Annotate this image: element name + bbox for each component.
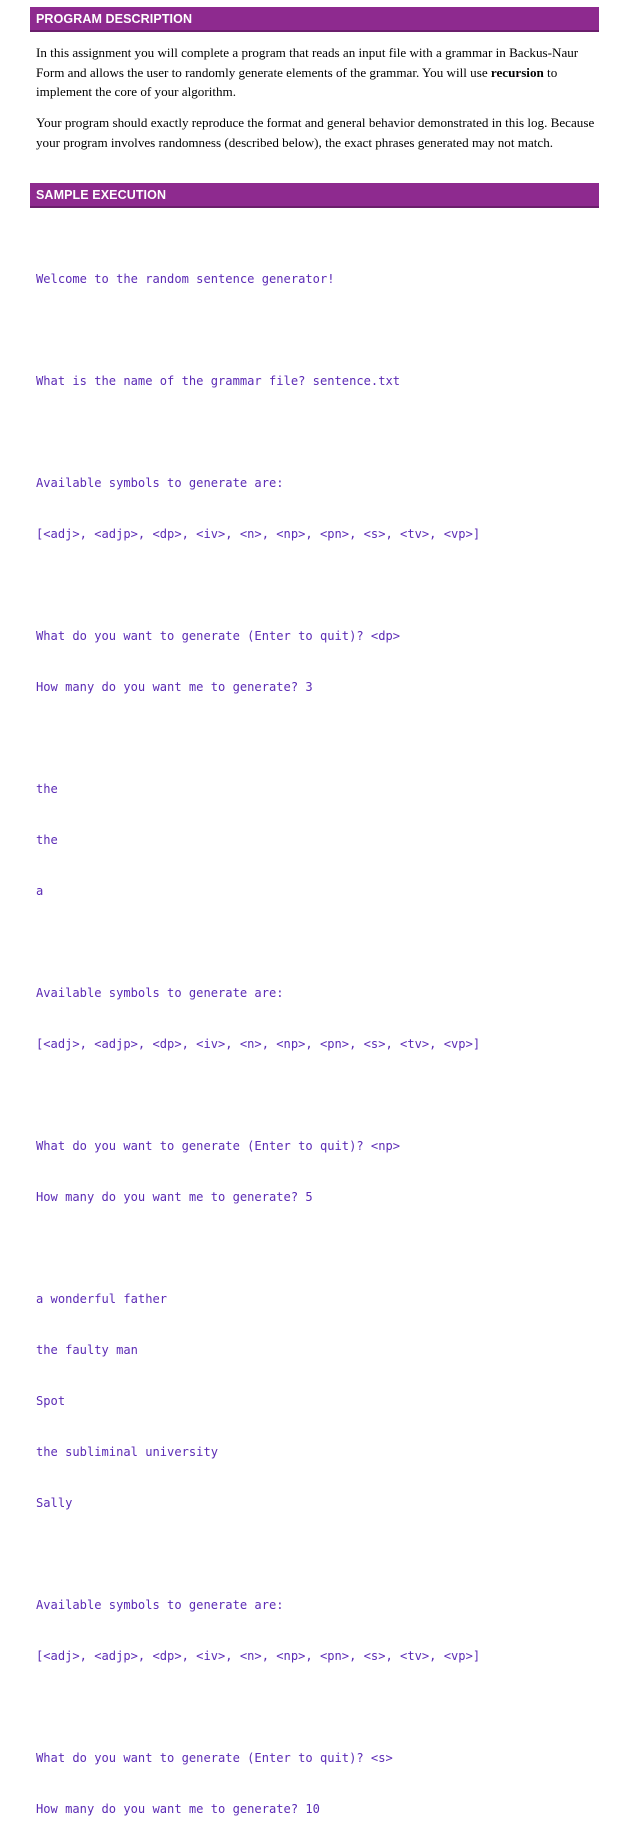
log-line: the faulty man: [36, 1343, 138, 1357]
log-line: the: [36, 833, 58, 847]
log-line: What is the name of the grammar file? sentence.txt: [36, 374, 401, 388]
log-line: Available symbols to generate are:: [36, 476, 284, 490]
log-line: [36, 1546, 480, 1563]
log-line: [<adj>, <adjp>, <dp>, <iv>, <n>, <np>, <pn>, <s>, <tv>, <vp>]: [36, 1037, 481, 1051]
sample-execution-title: SAMPLE EXECUTION: [36, 188, 167, 202]
log-line: [36, 1087, 480, 1104]
log-line: How many do you want me to generate? 3: [36, 680, 313, 694]
log-line: the subliminal university: [36, 1445, 219, 1459]
log-line: How many do you want me to generate? 10: [36, 1802, 320, 1816]
log-line: [<adj>, <adjp>, <dp>, <iv>, <n>, <np>, <pn>, <s>, <tv>, <vp>]: [36, 1649, 481, 1663]
program-description-header: [30, 7, 599, 32]
log-line: How many do you want me to generate? 5: [36, 1190, 313, 1204]
sample-execution-header: [30, 183, 599, 208]
log-line: Welcome to the random sentence generator!: [36, 272, 335, 286]
log-line: a wonderful father: [36, 1292, 168, 1306]
log-line: What do you want to generate (Enter to quit)? <s>: [36, 1751, 393, 1765]
program-description-title: PROGRAM DESCRIPTION: [36, 12, 193, 26]
description-paragraph-1: [36, 43, 601, 102]
description-paragraph-1-end: to implement the core of your algorithm.: [36, 64, 558, 100]
log-line: Available symbols to generate are:: [36, 1598, 284, 1612]
log-line: [36, 322, 480, 339]
log-line: Sally: [36, 1496, 73, 1510]
log-line: What do you want to generate (Enter to quit)? <np>: [36, 1139, 401, 1153]
log-line: [36, 934, 480, 951]
recursion-emphasis: recursion: [490, 64, 544, 80]
description-paragraph-2: Your program should exactly reproduce the format and general behavior demonstrated in this log. Because your program involves randomness (described below), the exact phrases generated may not match.: [36, 115, 595, 150]
log-line: [36, 424, 480, 441]
log-line: Spot: [36, 1394, 66, 1408]
sample-execution-log: [36, 237, 480, 1835]
log-line: [36, 1699, 480, 1716]
log-line: What do you want to generate (Enter to quit)? <dp>: [36, 629, 401, 643]
log-line: [<adj>, <adjp>, <dp>, <iv>, <n>, <np>, <pn>, <s>, <tv>, <vp>]: [36, 527, 481, 541]
description-paragraph-1-start: In this assignment you will complete a program that reads an input file with a grammar in Backus-Naur Form and allows the user to randomly generate elements of the grammar. You will use: [36, 45, 579, 80]
log-line: Available symbols to generate are:: [36, 986, 284, 1000]
log-line: [36, 1240, 480, 1257]
log-line: a: [36, 884, 44, 898]
log-line: the: [36, 782, 58, 796]
log-line: [36, 577, 480, 594]
log-line: [36, 730, 480, 747]
